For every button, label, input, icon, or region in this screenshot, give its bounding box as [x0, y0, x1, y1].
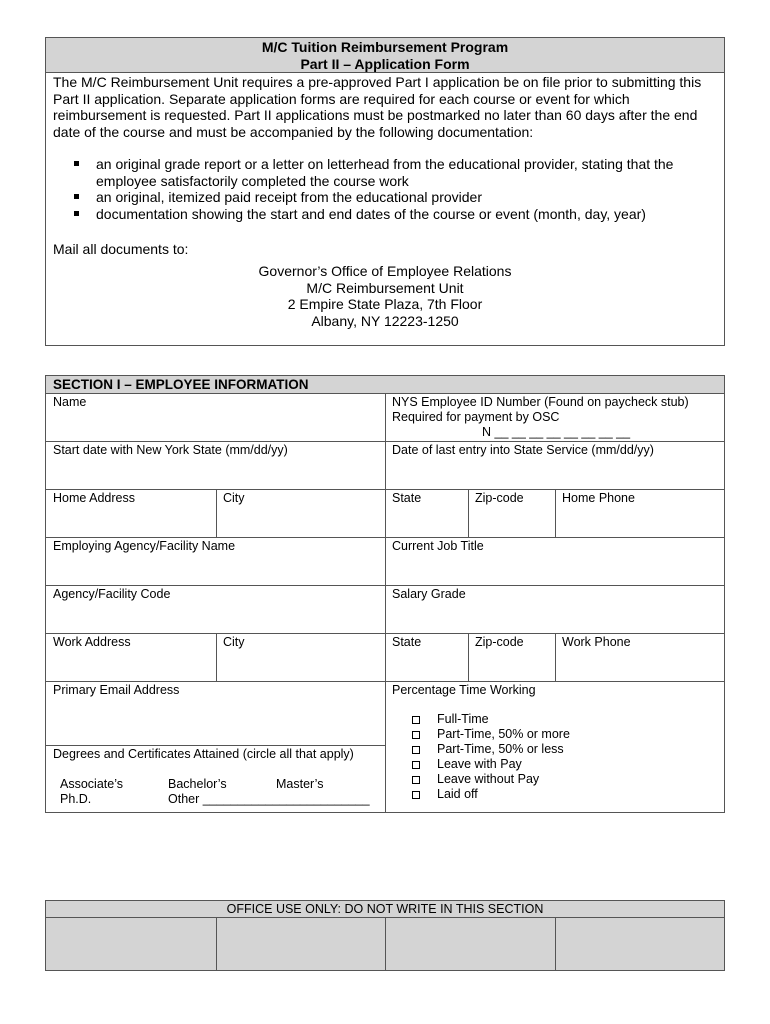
mailing-address: Governor’s Office of Employee Relations M/C Reimbursement Unit 2 Empire State Plaza, 7th Floor Albany, NY 12223-1250 [258, 263, 512, 329]
name-label: Name [53, 395, 87, 409]
checkbox[interactable] [412, 791, 420, 799]
documentation-list [74, 156, 714, 222]
checkbox[interactable] [412, 776, 420, 784]
home-zip-field[interactable] [468, 489, 555, 537]
job-title-field[interactable] [385, 537, 724, 585]
checkbox[interactable] [412, 731, 420, 739]
agency-code-field[interactable] [46, 585, 385, 633]
option-leave-without-pay[interactable]: Leave without Pay [412, 772, 717, 787]
mail-label: Mail all documents to: [53, 241, 189, 257]
form-title-header [46, 38, 724, 72]
degree-phd[interactable]: Ph.D. [60, 792, 92, 806]
degrees-field [46, 745, 385, 812]
employee-id-note: Required for payment by OSC [392, 410, 560, 424]
home-state-label: State [392, 491, 422, 505]
checkbox[interactable] [412, 716, 420, 724]
employee-information-section [45, 375, 725, 813]
work-state-label: State [392, 635, 422, 649]
email-label: Primary Email Address [53, 683, 180, 697]
home-phone-field[interactable] [555, 489, 724, 537]
work-zip-label: Zip-code [475, 635, 524, 649]
agency-name-field[interactable] [46, 537, 385, 585]
percentage-time-field [385, 681, 724, 812]
work-address-label: Work Address [53, 635, 131, 649]
degree-masters[interactable]: Master’s [276, 777, 324, 791]
home-state-field[interactable] [385, 489, 468, 537]
work-phone-label: Work Phone [562, 635, 631, 649]
job-title-label: Current Job Title [392, 539, 484, 553]
salary-grade-label: Salary Grade [392, 587, 466, 601]
last-entry-date-label: Date of last entry into State Service (mm/dd/yy) [392, 443, 654, 457]
degree-associates[interactable]: Associate’s [60, 777, 123, 791]
start-date-field[interactable] [46, 441, 385, 489]
checkbox[interactable] [412, 761, 420, 769]
section1-header: SECTION I – EMPLOYEE INFORMATION [46, 376, 724, 393]
office-use-header: OFFICE USE ONLY: DO NOT WRITE IN THIS SECTION [46, 901, 724, 917]
percentage-time-options [412, 712, 717, 802]
option-part-time-50-or-more[interactable]: Part-Time, 50% or more [412, 727, 717, 742]
home-city-field[interactable] [216, 489, 385, 537]
option-leave-with-pay[interactable]: Leave with Pay [412, 757, 717, 772]
home-phone-label: Home Phone [562, 491, 635, 505]
intro-paragraph: The M/C Reimbursement Unit requires a pre-approved Part I application be on file prior to submitting this Part II application. Separate application forms are required for each course or event for which reimbursement is requested. Part II applications must be postmarked no later than 60 days after the end date of the course and must be accompanied by the following documentation: [53, 74, 702, 140]
salary-grade-field[interactable] [385, 585, 724, 633]
option-laid-off[interactable]: Laid off [412, 787, 717, 802]
home-address-label: Home Address [53, 491, 135, 505]
option-full-time[interactable]: Full-Time [412, 712, 717, 727]
agency-code-label: Agency/Facility Code [53, 587, 171, 601]
list-item: documentation showing the start and end dates of the course or event (month, day, year) [74, 206, 714, 223]
degree-other[interactable]: Other ________________________ [168, 792, 370, 806]
work-phone-field[interactable] [555, 633, 724, 681]
home-zip-label: Zip-code [475, 491, 524, 505]
home-address-field[interactable] [46, 489, 216, 537]
home-city-label: City [223, 491, 245, 505]
last-entry-date-field[interactable] [385, 441, 724, 489]
intro-box [45, 37, 725, 346]
agency-name-label: Employing Agency/Facility Name [53, 539, 236, 553]
work-city-field[interactable] [216, 633, 385, 681]
email-field[interactable] [46, 681, 385, 745]
percentage-time-label: Percentage Time Working [392, 683, 536, 697]
name-field[interactable] [46, 393, 385, 441]
list-item: an original grade report or a letter on letterhead from the educational provider, stating that the employee satisfactorily completed the course work [74, 156, 714, 189]
work-address-field[interactable] [46, 633, 216, 681]
degrees-label: Degrees and Certificates Attained (circle all that apply) [53, 747, 354, 761]
employee-id-blanks: N __ __ __ __ __ __ __ __ [482, 425, 631, 439]
list-item: an original, itemized paid receipt from the educational provider [74, 189, 714, 206]
checkbox[interactable] [412, 746, 420, 754]
work-city-label: City [223, 635, 245, 649]
form-subtitle: Part II – Application Form [300, 55, 470, 72]
degree-bachelors[interactable]: Bachelor’s [168, 777, 227, 791]
work-state-field[interactable] [385, 633, 468, 681]
employee-id-label: NYS Employee ID Number (Found on paycheck stub) [392, 395, 689, 409]
form-title: M/C Tuition Reimbursement Program [261, 39, 509, 55]
option-part-time-50-or-less[interactable]: Part-Time, 50% or less [412, 742, 717, 757]
work-zip-field[interactable] [468, 633, 555, 681]
office-use-section [45, 900, 725, 971]
employee-id-field[interactable] [385, 393, 724, 441]
start-date-label: Start date with New York State (mm/dd/yy) [53, 443, 288, 457]
